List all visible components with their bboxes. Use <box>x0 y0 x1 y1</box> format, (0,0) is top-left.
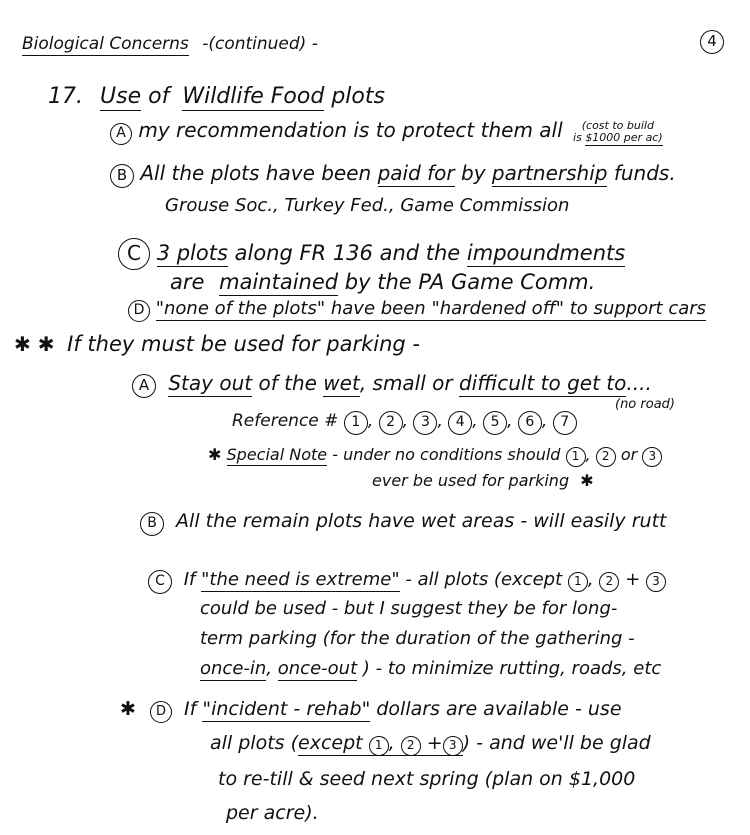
parking-c: C If "the need is extreme" - all plots (except 1 , 2 + 3 <box>148 570 666 594</box>
special-note: ✱ Special Note - under no conditions should 1 , 2 or 3 <box>208 447 662 467</box>
parking-d: ✱ D If "incident - rehab" dollars are available - use <box>120 700 622 723</box>
parking-d-line3: to re-till & seed next spring (plan on $1,000 <box>218 768 636 790</box>
difficult-to-get-to: difficult to get to <box>458 371 627 395</box>
d-ref-1: 1 <box>369 736 389 756</box>
ref-6: 6 <box>518 411 542 435</box>
wet-word: wet <box>323 371 360 395</box>
star-icon: ✱ <box>208 445 222 464</box>
ref-7: 7 <box>553 411 577 435</box>
marker-a: A <box>132 374 156 398</box>
sn-ref-2: 2 <box>596 447 616 467</box>
ref-3: 3 <box>413 411 437 435</box>
item-number: 17. <box>48 84 83 109</box>
d-ref-2: 2 <box>401 736 421 756</box>
parking-heading: ✱ ✱ If they must be used for parking - <box>14 332 420 356</box>
sn-ref-3: 3 <box>642 447 662 467</box>
cost-amount: $1000 per ac) <box>585 130 663 144</box>
star-icon: ✱ <box>580 471 594 490</box>
wildlife-food-label: Wildlife Food <box>182 84 325 109</box>
d-ref-3: 3 <box>443 736 463 756</box>
marker-d: D <box>150 701 172 723</box>
marker-c: C <box>148 570 172 594</box>
maintained: maintained <box>219 270 339 294</box>
paid-for: paid for <box>377 161 455 185</box>
ref-2: 2 <box>379 411 403 435</box>
ref-4: 4 <box>448 411 472 435</box>
use-word: Use <box>100 84 142 109</box>
impoundments: impoundments <box>466 241 626 265</box>
need-is-extreme: "the need is extreme" <box>201 569 400 590</box>
parking-b: B All the remain plots have wet areas - will easily rutt <box>140 512 666 536</box>
marker-b: B <box>110 164 134 188</box>
cost-note: (cost to build is $1000 per ac) <box>573 119 663 144</box>
partnership: partnership <box>491 161 608 185</box>
item-17-c-line2: are maintained by the PA Game Comm. <box>170 270 596 294</box>
parking-d-line4: per acre). <box>226 802 319 824</box>
reference-line: Reference # 1 , 2 , 3 , 4 , 5 , 6 , 7 <box>232 411 577 435</box>
marker-b: B <box>140 512 164 536</box>
marker-d: D <box>128 300 150 322</box>
no-road-note: (no road) <box>615 397 675 412</box>
item-17-b: B All the plots have been paid for by partnership funds. <box>110 163 676 188</box>
page-title: Biological Concerns <box>22 34 189 54</box>
continued-label: -(continued) - <box>202 34 318 54</box>
partner-list: Grouse Soc., Turkey Fed., Game Commission <box>165 195 570 216</box>
ex-ref-3: 3 <box>646 572 666 592</box>
once-in: once-in <box>200 658 267 679</box>
except-label: except 1 , 2 + 3 <box>298 732 463 756</box>
stay-out: Stay out <box>168 371 253 395</box>
header-line <box>22 36 318 53</box>
item-17-heading: 17. Use of Wildlife Food plots <box>48 84 385 109</box>
special-note-line2: ever be used for parking ✱ <box>372 471 594 490</box>
ex-ref-2: 2 <box>599 572 619 592</box>
marker-a: A <box>110 123 132 145</box>
parking-c-line2: could be used - but I suggest they be for long- <box>200 598 618 619</box>
ref-5: 5 <box>483 411 507 435</box>
parking-a: A Stay out of the wet, small or difficult to get to.... <box>132 373 652 398</box>
hardened-off-note: "none of the plots" have been "hardened off" to support cars <box>155 298 707 319</box>
parking-c-line4: once-in, once-out ) - to minimize rutting, roads, etc <box>200 658 662 679</box>
item-17-a <box>110 120 663 145</box>
parking-d-line2: all plots (except 1 , 2 + 3 ) - and we'll be glad <box>210 732 651 754</box>
incident-rehab: "incident - rehab" <box>202 698 371 720</box>
three-plots: 3 plots <box>156 241 228 265</box>
sn-ref-1: 1 <box>566 447 586 467</box>
recommendation-text: my recommendation is to protect them all <box>138 118 563 143</box>
star-icon: ✱ <box>120 698 136 720</box>
item-17-c: C 3 plots along FR 136 and the impoundments <box>118 238 625 270</box>
ref-1: 1 <box>344 411 368 435</box>
parking-c-line3: term parking (for the duration of the gathering - <box>200 628 635 649</box>
once-out: once-out <box>277 658 358 679</box>
page-number: 4 <box>700 30 724 54</box>
ex-ref-1: 1 <box>568 572 588 592</box>
item-17-d <box>128 300 706 322</box>
double-star-icon: ✱ ✱ <box>14 332 55 356</box>
marker-c: C <box>118 238 150 270</box>
special-note-label: Special Note <box>226 445 328 464</box>
